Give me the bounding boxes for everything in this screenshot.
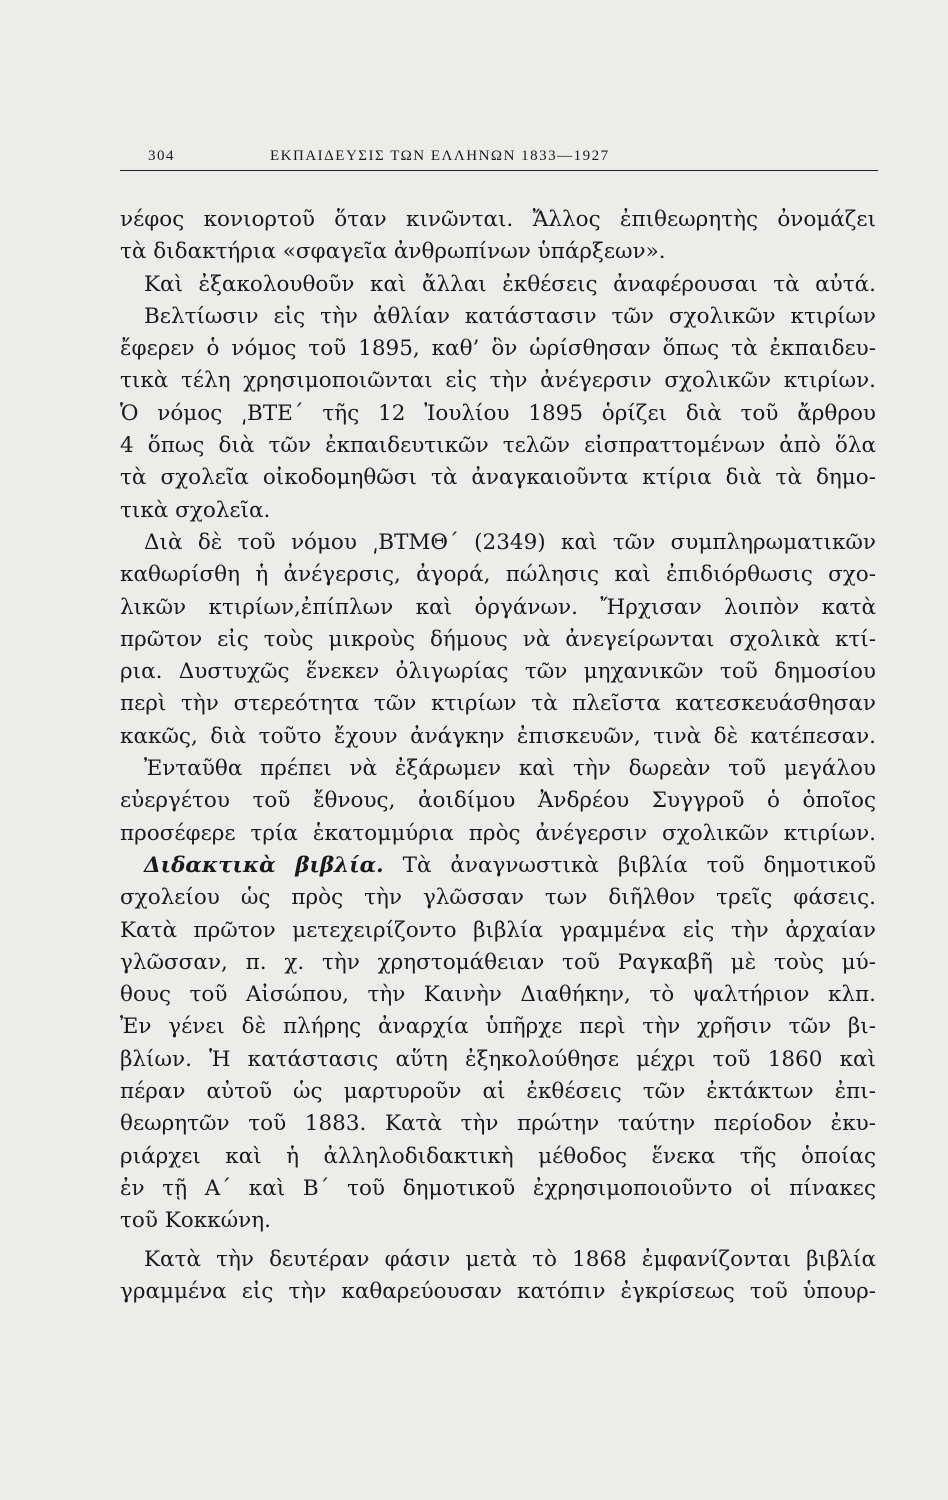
text-line: τὰ σχολεῖα οἰκοδομηθῶσι τὰ ἀναγκαιοῦντα κτίρια διὰ τὰ δημο- xyxy=(120,465,876,491)
text-line: Διὰ δὲ τοῦ νόμου ͵ΒΤΜΘ΄ (2349) καὶ τῶν συμπληρωματικῶν xyxy=(144,529,876,555)
text-line: κακῶς, διὰ τοῦτο ἔχουν ἀνάγκην ἐπισκευῶν, τινὰ δὲ κατέπεσαν. xyxy=(120,723,876,749)
text-line: θους τοῦ Αἰσώπου, τὴν Καινὴν Διαθήκην, τὸ ψαλτήριον κλπ. xyxy=(120,982,876,1008)
text-line: τικὰ σχολεῖα. xyxy=(120,497,271,523)
text-line: θεωρητῶν τοῦ 1883. Κατὰ τὴν πρώτην ταύτην περίοδον ἐκυ- xyxy=(120,1111,876,1137)
text-line: Κατὰ τὴν δευτέραν φάσιν μετὰ τὸ 1868 ἐμφανίζονται βιβλία xyxy=(144,1246,876,1272)
text-line: εὐεργέτου τοῦ ἔθνους, ἀοιδίμου Ἀνδρέου Συγγροῦ ὁ ὁποῖος xyxy=(120,788,876,814)
text-line: πρῶτον εἰς τοὺς μικροὺς δήμους νὰ ἀνεγείρωνται σχολικὰ κτί- xyxy=(120,626,876,652)
text-line: γραμμένα εἰς τὴν καθαρεύουσαν κατόπιν ἐγκρίσεως τοῦ ὑπουρ- xyxy=(120,1278,876,1304)
text-line: Κατὰ πρῶτον μετεχειρίζοντο βιβλία γραμμένα εἰς τὴν ἀρχαίαν xyxy=(120,917,876,943)
text-line: Ἐνταῦθα πρέπει νὰ ἐξάρωμεν καὶ τὴν δωρεὰν τοῦ μεγάλου xyxy=(144,756,876,782)
text-line: βλίων. Ἡ κατάστασις αὕτη ἐξηκολούθησε μέχρι τοῦ 1860 καὶ xyxy=(120,1046,876,1072)
text-line: ἔφερεν ὁ νόμος τοῦ 1895, καθ’ ὃν ὡρίσθησαν ὅπως τὰ ἐκπαιδευ- xyxy=(120,336,876,362)
text-line: Βελτίωσιν εἰς τὴν ἀθλίαν κατάστασιν τῶν σχολικῶν κτιρίων xyxy=(144,303,876,329)
running-title: ΕΚΠΑΙΔΕΥΣΙΣ ΤΩΝ ΕΛΛΗΝΩΝ 1833—1927 xyxy=(270,148,610,164)
page-number: 304 xyxy=(148,148,175,164)
text-line: ρια. Δυστυχῶς ἕνεκεν ὀλιγωρίας τῶν μηχανικῶν τοῦ δημοσίου xyxy=(120,659,876,685)
text-line: προσέφερε τρία ἑκατομμύρια πρὸς ἀνέγερσιν σχολικῶν κτιρίων. xyxy=(120,820,876,846)
text-line: τὰ διδακτήρια «σφαγεῖα ἀνθρωπίνων ὑπάρξεων». xyxy=(120,239,666,265)
text-line: περὶ τὴν στερεότητα τῶν κτιρίων τὰ πλεῖστα κατεσκευάσθησαν xyxy=(120,691,876,717)
text-line: ἐν τῇ Α΄ καὶ Β΄ τοῦ δημοτικοῦ ἐχρησιμοποιοῦντο οἱ πίνακες xyxy=(120,1175,876,1201)
text-line: πέραν αὐτοῦ ὡς μαρτυροῦν αἱ ἐκθέσεις τῶν ἐκτάκτων ἐπι- xyxy=(120,1079,876,1105)
text-line: τικὰ τέλη χρησιμοποιῶνται εἰς τὴν ἀνέγερσιν σχολικῶν κτιρίων. xyxy=(120,368,876,394)
text-line: γλῶσσαν, π. χ. τὴν χρηστομάθειαν τοῦ Ραγκαβῆ μὲ τοὺς μύ- xyxy=(120,949,876,975)
text-line: Ὁ νόμος ͵ΒΤΕ΄ τῆς 12 Ἰουλίου 1895 ὁρίζει διὰ τοῦ ἄρθρου xyxy=(120,400,876,426)
text-line-section-start xyxy=(120,850,876,882)
page-header xyxy=(120,146,878,171)
text-line: νέφος κονιορτοῦ ὅταν κινῶνται. Ἄλλος ἐπιθεωρητὴς ὀνομάζει xyxy=(120,207,876,232)
text-line: 4 ὅπως διὰ τῶν ἐκπαιδευτικῶν τελῶν εἰσπραττομένων ἀπὸ ὅλα xyxy=(120,433,876,459)
section-heading-rest: Τὰ ἀναγνωστικὰ βιβλία τοῦ δημοτικοῦ xyxy=(383,852,876,878)
text-line: τοῦ Κοκκώνη. xyxy=(120,1208,271,1234)
text-line: λικῶν κτιρίων,ἐπίπλων καὶ ὀργάνων. Ἤρχισαν λοιπὸν κατὰ xyxy=(120,594,876,620)
text-line: ριάρχει καὶ ἡ ἀλληλοδιδακτικὴ μέθοδος ἕνεκα τῆς ὁποίας xyxy=(120,1143,876,1169)
text-line: Καὶ ἐξακολουθοῦν καὶ ἄλλαι ἐκθέσεις ἀναφέρουσαι τὰ αὐτά. xyxy=(144,271,876,297)
body-text xyxy=(120,204,876,1308)
section-heading: Διδακτικὰ βιβλία. xyxy=(144,852,384,878)
text-line: καθωρίσθη ἡ ἀνέγερσις, ἀγορά, πώλησις καὶ ἐπιδιόρθωσις σχο- xyxy=(120,562,876,588)
text-line: σχολείου ὡς πρὸς τὴν γλῶσσαν των διῆλθον τρεῖς φάσεις. xyxy=(120,885,876,911)
text-line: Ἐν γένει δὲ πλήρης ἀναρχία ὑπῆρχε περὶ τὴν χρῆσιν τῶν βι- xyxy=(120,1014,876,1040)
